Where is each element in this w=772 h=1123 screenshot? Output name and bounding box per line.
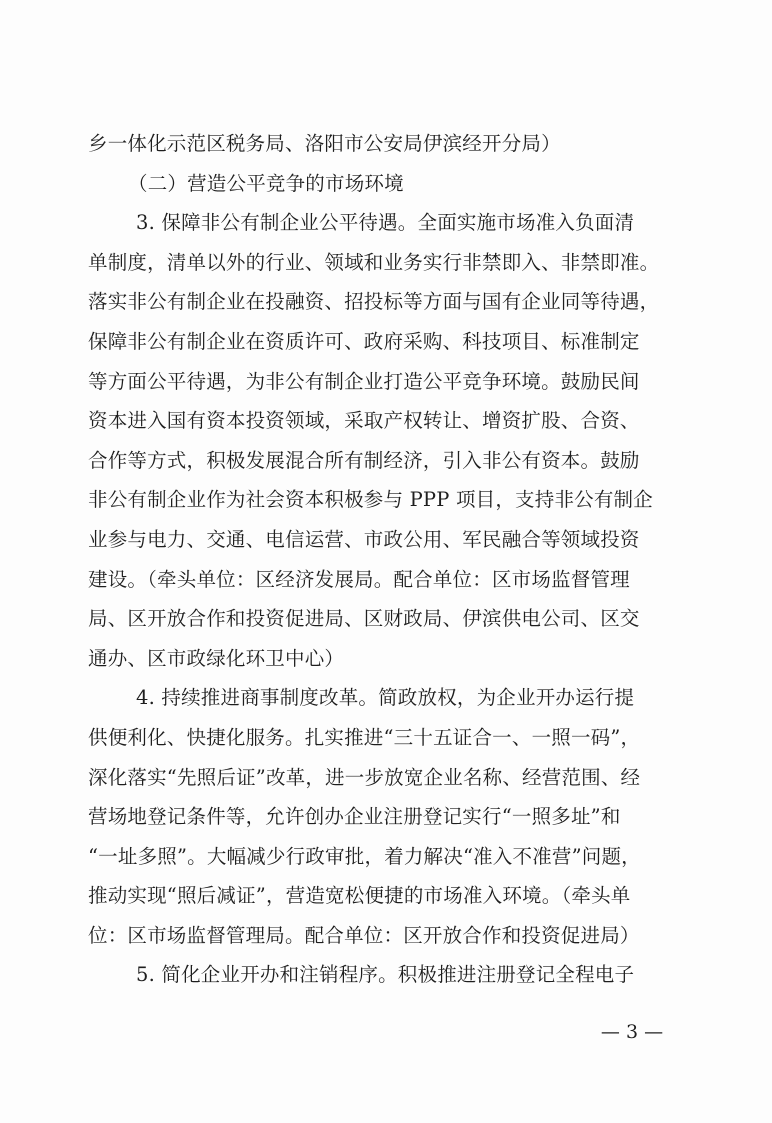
page-number: — 3 — bbox=[600, 1021, 664, 1043]
text-line: 合作等方式，积极发展混合所有制经济，引入非公有资本。鼓励 bbox=[88, 448, 640, 472]
text-line: 非公有制企业作为社会资本积极参与 PPP 项目，支持非公有制企 bbox=[88, 488, 653, 512]
text-line: 通办、区市政绿化环卫中心） bbox=[88, 646, 345, 670]
text-line: 等方面公平待遇，为非公有制企业打造公平竞争环境。鼓励民间 bbox=[88, 369, 640, 393]
text-line: 保障非公有制企业在资质许可、政府采购、科技项目、标准制定 bbox=[88, 329, 640, 353]
text-line: 业参与电力、交通、电信运营、市政公用、军民融合等领域投资 bbox=[88, 527, 640, 551]
text-line: 局、区开放合作和投资促进局、区财政局、伊滨供电公司、区交 bbox=[88, 607, 640, 631]
body-text bbox=[88, 124, 688, 995]
text-line: 资本进入国有资本投资领域，采取产权转让、增资扩股、合资、 bbox=[88, 409, 640, 433]
section-heading: （二）营造公平竞争的市场环境 bbox=[128, 171, 404, 195]
paragraph-3-start: 3. 保障非公有制企业公平待遇。全面实施市场准入负面清 bbox=[136, 211, 635, 235]
text-line: 营场地登记条件等，允许创办企业注册登记实行“一照多址”和 bbox=[88, 805, 621, 829]
text-line: 推动实现“照后减证”，营造宽松便捷的市场准入环境。（牵头单 bbox=[88, 884, 631, 908]
text-line: 供便利化、快捷化服务。扎实推进“三十五证合一、一照一码”， bbox=[88, 725, 641, 749]
paragraph-5-start: 5. 简化企业开办和注销程序。积极推进注册登记全程电子 bbox=[136, 963, 635, 987]
text-line: 深化落实“先照后证”改革，进一步放宽企业名称、经营范围、经 bbox=[88, 765, 641, 789]
text-line: “一址多照”。大幅减少行政审批，着力解决“准入不准营”问题， bbox=[88, 844, 641, 868]
text-line: 建设。（牵头单位：区经济发展局。配合单位：区市场监督管理 bbox=[88, 567, 630, 591]
text-line: 乡一体化示范区税务局、洛阳市公安局伊滨经开分局） bbox=[88, 132, 561, 155]
text-line: 单制度，清单以外的行业、领域和业务实行非禁即入、非禁即准。 bbox=[88, 250, 660, 274]
text-line: 落实非公有制企业在投融资、招投标等方面与国有企业同等待遇， bbox=[88, 290, 660, 314]
text-line: 位：区市场监督管理局。配合单位：区开放合作和投资促进局） bbox=[88, 923, 640, 947]
paragraph-4-start: 4. 持续推进商事制度改革。简政放权，为企业开办运行提 bbox=[136, 686, 635, 710]
